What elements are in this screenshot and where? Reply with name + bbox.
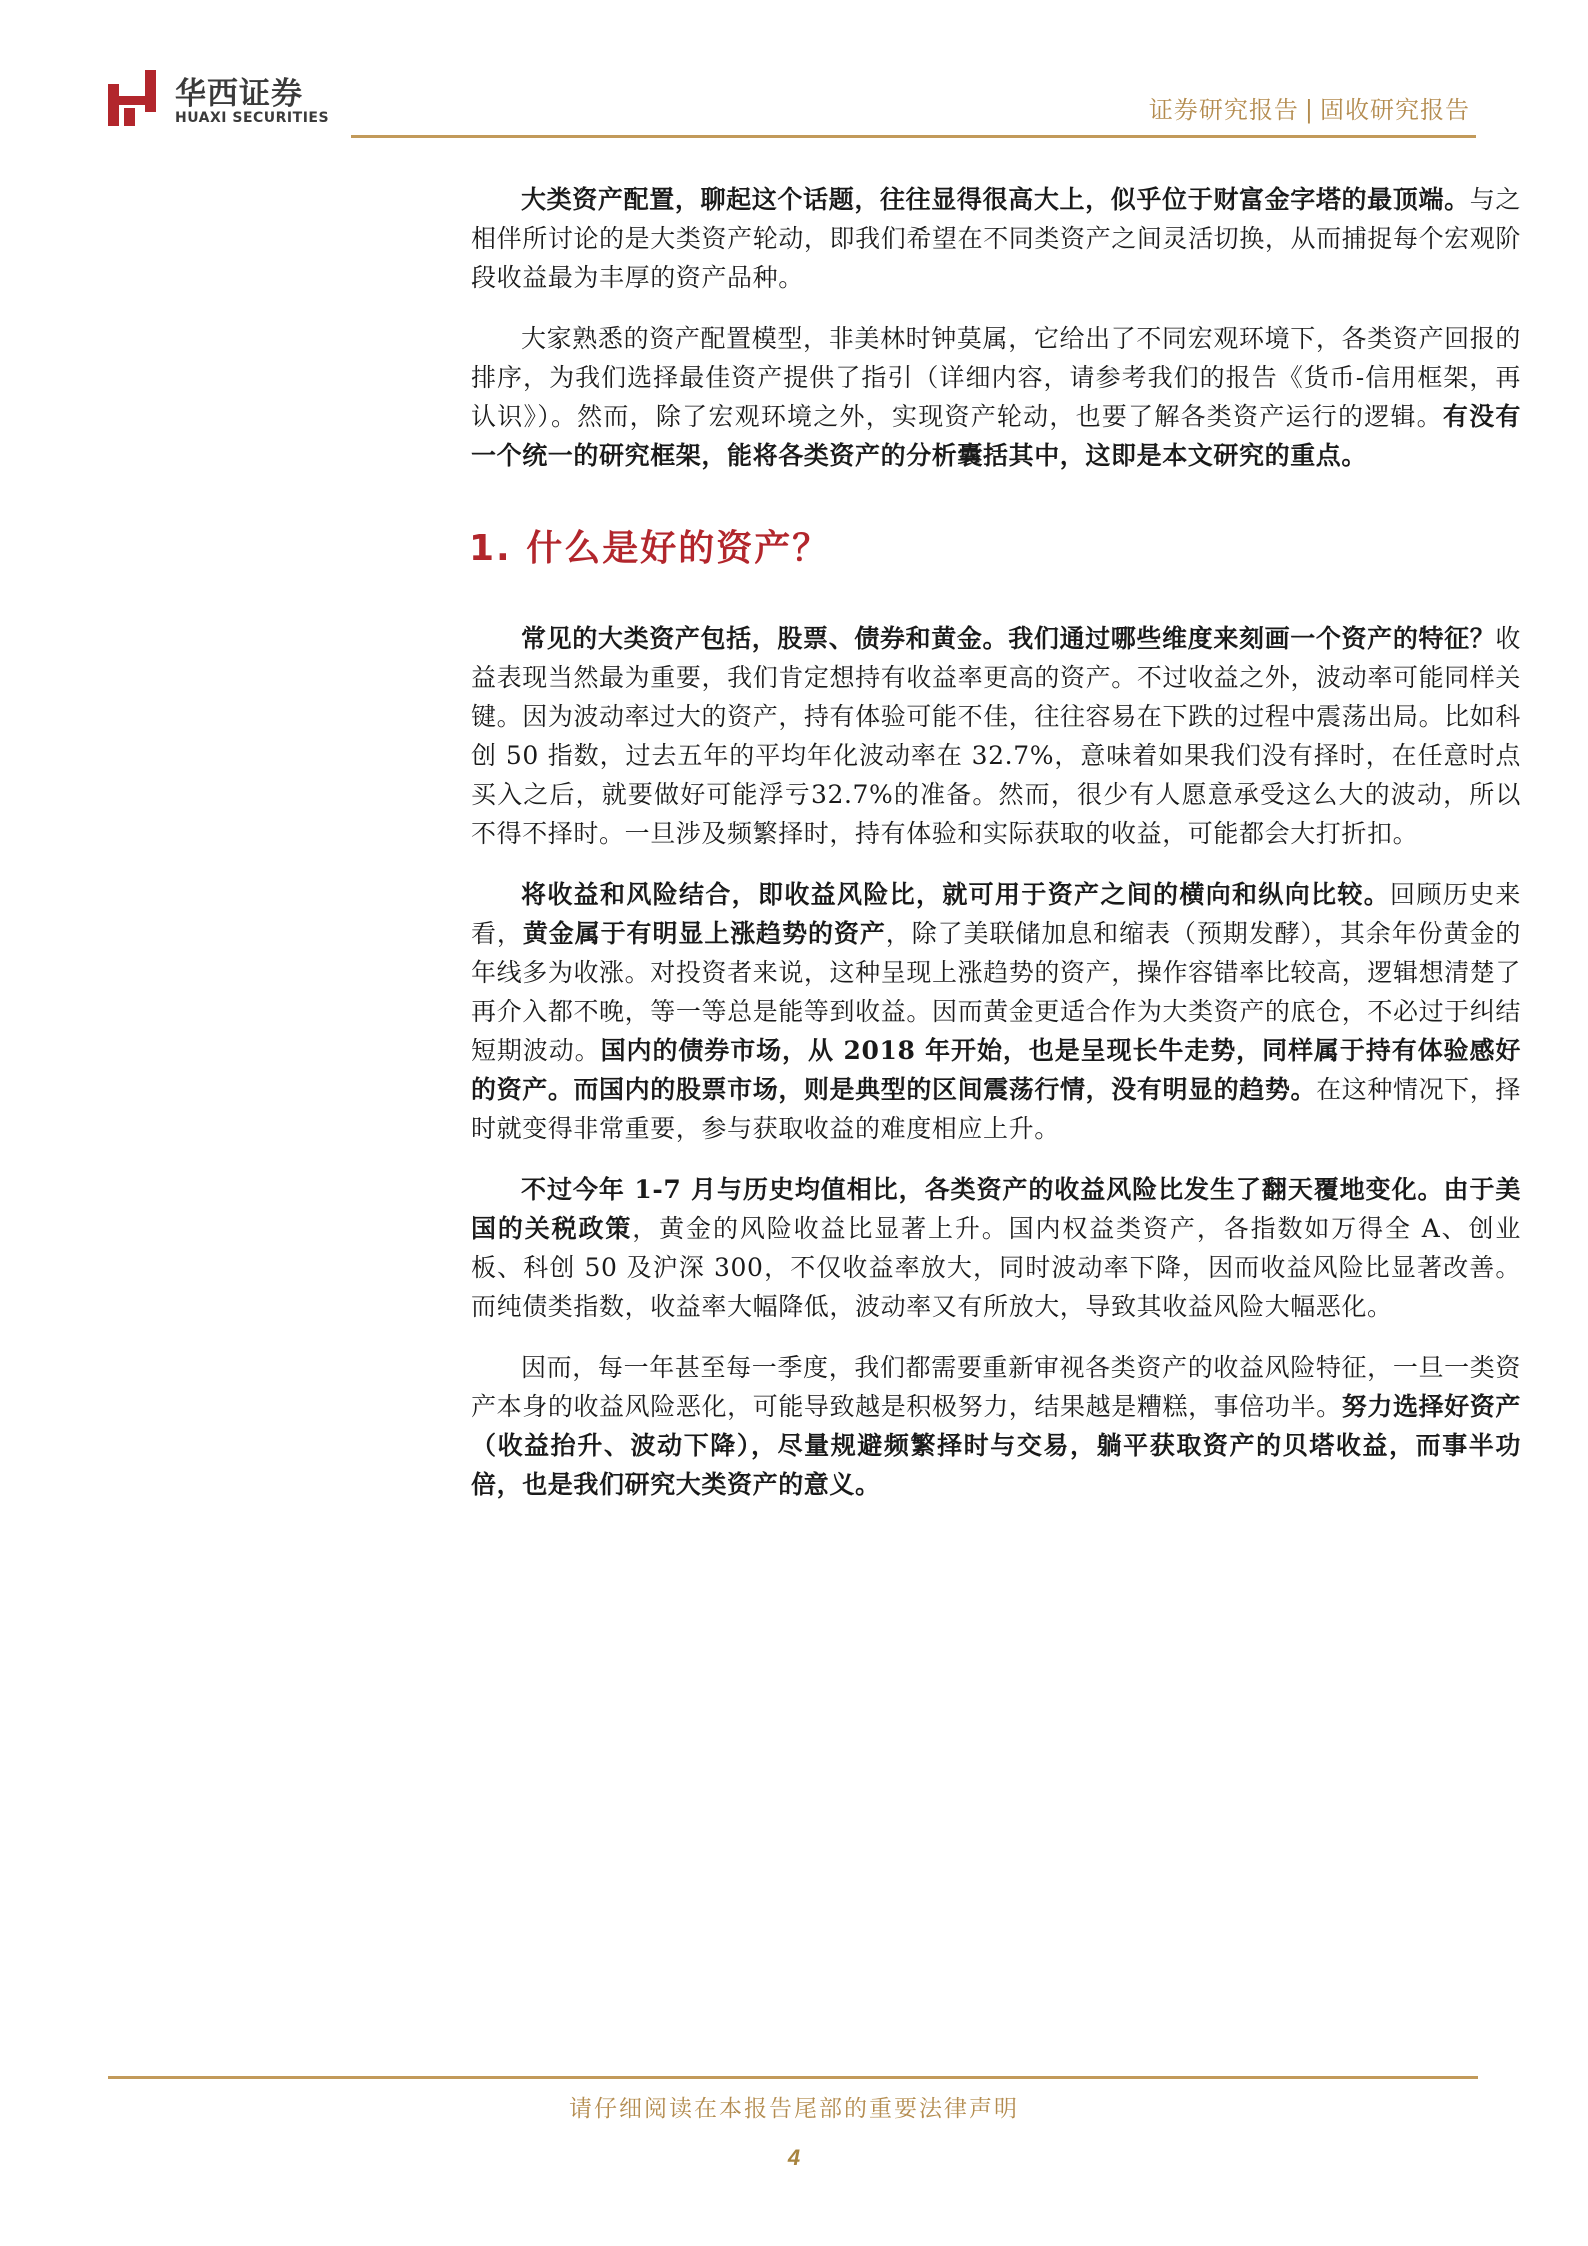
- brand-name-cn: 华西证券: [175, 76, 303, 112]
- this-year-emphasis: 不过今年 1-7 月与历史均值相比，各类资产的收益风险比发生了翻天覆地变化。由于美国的关税政策: [471, 1175, 1521, 1243]
- risk-return-emphasis: 将收益和风险结合，即收益风险比，就可用于资产之间的横向和纵向比较。: [521, 880, 1391, 909]
- huaxi-logo-icon: [108, 70, 156, 126]
- report-category: [1149, 90, 1470, 125]
- framework-emphasis: 有没有一个统一的研究框架，能将各类资产的分析囊括其中，这即是本文研究的重点。: [471, 402, 1521, 470]
- page-number: 4: [787, 2145, 801, 2170]
- header-rule: [351, 135, 1476, 138]
- risk-return-text-1: 回顾历史来看，: [471, 880, 1521, 948]
- risk-return-text-3: 在这种情况下，择时就变得非常重要，参与获取收益的难度相应上升。: [471, 1075, 1521, 1143]
- this-year-text: ，黄金的风险收益比显著上升。国内权益类资产，各指数如万得全 A、创业板、科创 50 及沪深 300，不仅收益率放大，同时波动率下降，因而收益风险比显著改善。而纯债类指数，收益率大幅降低，波动率又有所放大，导致其收益风险大幅恶化。: [471, 1214, 1521, 1321]
- paragraph-conclusion: [471, 1348, 1521, 1504]
- brand-name-en: HUAXI SECURITIES: [175, 110, 330, 126]
- paragraph-framework: [471, 319, 1521, 475]
- intro-text: 与之相伴所讨论的是大类资产轮动，即我们希望在不同类资产之间灵活切换，从而捕捉每个宏观阶段收益最为丰厚的资产品种。: [471, 185, 1522, 292]
- category-securities-research: 证券研究报告: [1148, 96, 1299, 124]
- asset-traits-emphasis: 常见的大类资产包括，股票、债券和黄金。我们通过哪些维度来刻画一个资产的特征？: [521, 624, 1496, 653]
- conclusion-text: 因而，每一年甚至每一季度，我们都需要重新审视各类资产的收益风险特征，一旦一类资产本身的收益风险恶化，可能导致越是积极努力，结果越是糟糕，事倍功半。: [471, 1353, 1521, 1421]
- page-header: [0, 0, 1588, 140]
- conclusion-emphasis: 努力选择好资产（收益抬升、波动下降），尽量规避频繁择时与交易，躺平获取资产的贝塔收益，而事半功倍，也是我们研究大类资产的意义。: [471, 1392, 1522, 1499]
- framework-text: 大家熟悉的资产配置模型，非美林时钟莫属，它给出了不同宏观环境下，各类资产回报的排序，为我们选择最佳资产提供了指引（详细内容，请参考我们的报告《货币-信用框架，再认识》）。然而，除了宏观环境之外，实现资产轮动，也要了解各类资产运行的逻辑。: [471, 324, 1521, 431]
- report-body: [471, 180, 1521, 1526]
- legal-notice: 请仔细阅读在本报告尾部的重要法律声明: [569, 2096, 1019, 2122]
- paragraph-asset-traits: [471, 619, 1521, 853]
- risk-return-text-2: ，除了美联储加息和缩表（预期发酵），其余年份黄金的年线多为收涨。对投资者来说，这种呈现上涨趋势的资产，操作容错率比较高，逻辑想清楚了再介入都不晚，等一等总是能等到收益。因而黄金更适合作为大类资产的底仓，不必过于纠结短期波动。: [471, 919, 1522, 1065]
- paragraph-intro: [471, 180, 1521, 297]
- paragraph-this-year: [471, 1170, 1521, 1326]
- footer-rule: [108, 2076, 1478, 2079]
- bond-equity-emphasis: 国内的债券市场，从 2018 年开始，也是呈现长牛走势，同样属于持有体验感好的资产。而国内的股票市场，则是典型的区间震荡行情，没有明显的趋势。: [471, 1036, 1521, 1104]
- paragraph-risk-return: [471, 875, 1521, 1148]
- asset-traits-text: 收益表现当然最为重要，我们肯定想持有收益率更高的资产。不过收益之外，波动率可能同样关键。因为波动率过大的资产，持有体验可能不佳，往往容易在下跌的过程中震荡出局。比如科创 50 指数，过去五年的平均年化波动率在 32.7%，意味着如果我们没有择时，在任意时点买入之后，就要做好可能浮亏32.7%的准备。然而，很少有人愿意承受这么大的波动，所以不得不择时。一旦涉及频繁择时，持有体验和实际获取的收益，可能都会大打折扣。: [471, 624, 1521, 848]
- gold-trend-emphasis: 黄金属于有明显上涨趋势的资产: [522, 919, 886, 948]
- category-fixed-income-research: 固收研究报告: [1320, 96, 1470, 124]
- category-separator: |: [1304, 96, 1314, 124]
- section-title: 1. 什么是好的资产？: [469, 528, 831, 569]
- intro-emphasis: 大类资产配置，聊起这个话题，往往显得很高大上，似乎位于财富金字塔的最顶端。: [521, 185, 1470, 214]
